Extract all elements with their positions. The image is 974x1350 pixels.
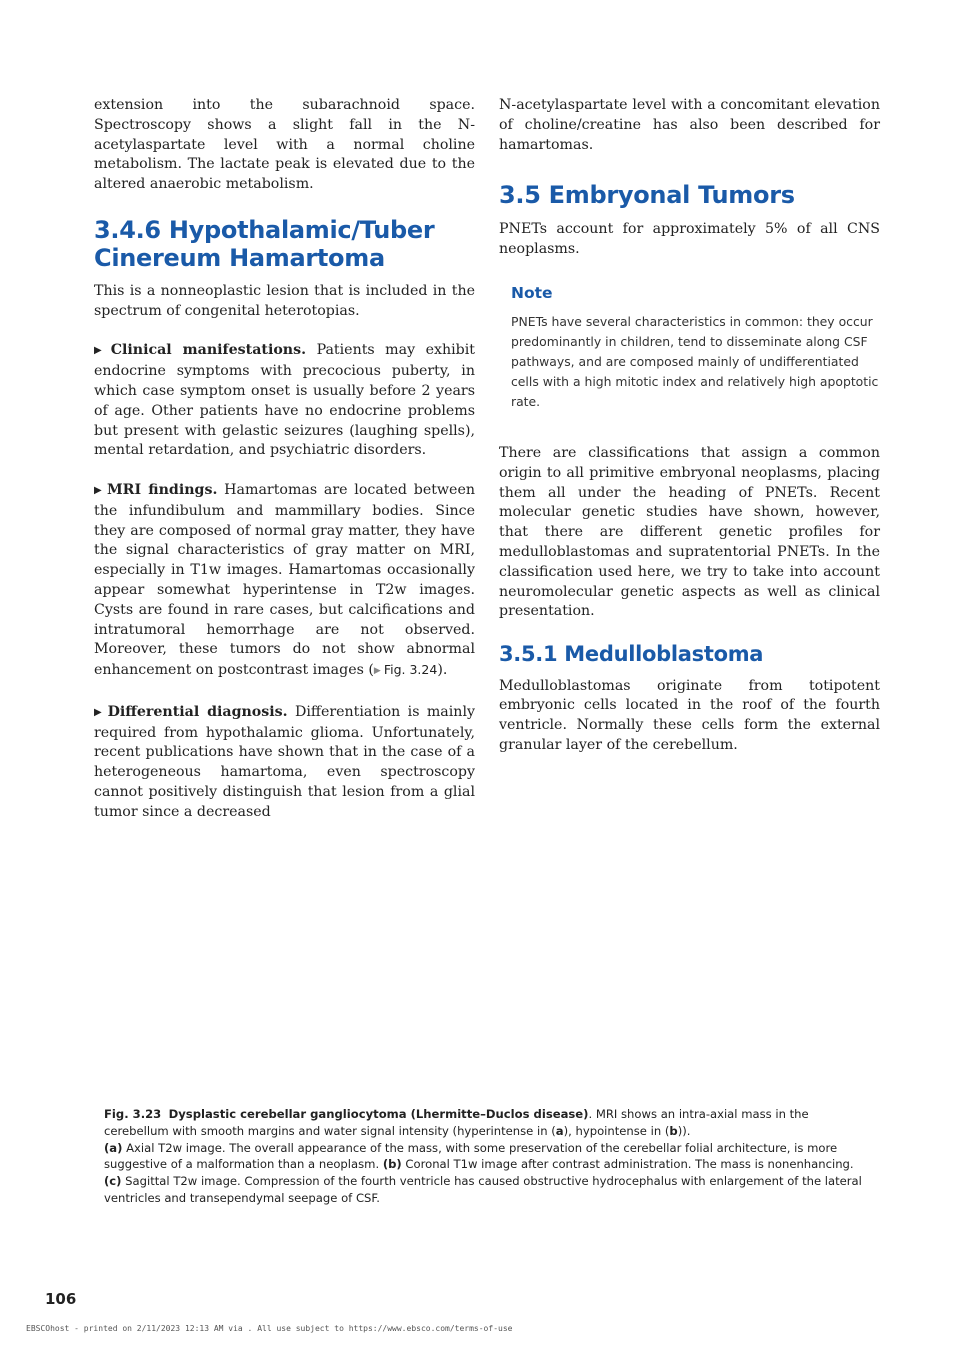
differential-text: Differentiation is mainly required from hypothalamic glioma. Unfortunately, recent publications have shown that in the case of a heterogeneous hamartoma, even spectroscopy cannot positively distinguish that lesion from a glial tumor since a decreased xyxy=(94,703,475,820)
note-title: Note xyxy=(511,283,553,302)
caption-panels: (a) Axial T2w image. The overall appearance of the mass, with some preservation of the cerebellar folial architecture, is more suggestive of a malformation than a neoplasm. (b) Coronal T1w image after contrast administration. The mass is nonenhancing. (c) Sagittal T2w image. Compression of the fourth ventricle has caused obstructive hydrocephalus with enlargement of the lateral ventricles and transependymal seepage of CSF. xyxy=(104,1140,862,1205)
caption-label-a: (a) xyxy=(104,1140,123,1155)
clinical-text: Patients may exhibit endocrine symptoms with precocious puberty, in which case symptom onset is usually before 2 years of age. Other patients have no endocrine problems but present with gelastic seizures (laughing spells), mental retardation, and psychiatric disorders. xyxy=(94,342,476,459)
clinical-paragraph xyxy=(94,341,475,461)
footer-text: EBSCOhost - printed on 2/11/2023 12:13 AM via . All use subject to https://www.ebsco.com/terms-of-use xyxy=(26,1324,513,1333)
medulloblastoma-paragraph: Medulloblastomas originate from totipotent embryonic cells located in the roof of the fourth ventricle. Normally these cells form the external granular layer of the cerebellum. xyxy=(499,677,880,754)
note-text: PNETs have several characteristics in common: they occur predominantly in children, tend to disseminate along CSF pathways, and are composed mainly of undifferentiated cells with a high mitotic index and relatively high apoptotic rate. xyxy=(511,313,879,409)
caption-intro: Fig. 3.23 Dysplastic cerebellar gangliocytoma (Lhermitte–Duclos disease). MRI shows an intra-axial mass in the cerebellum with smooth margins and water signal intensity (hyperintense in (a), hypointense in (b)). xyxy=(104,1107,809,1138)
page-number: 106 xyxy=(45,1290,77,1308)
caption-label-c: (c) xyxy=(104,1174,122,1189)
section-heading-hamartoma: 3.4.6 Hypothalamic/Tuber Cinereum Hamartoma xyxy=(94,215,435,272)
bullet-triangle-icon: ▶ xyxy=(94,706,105,718)
mri-runin-label: MRI findings. xyxy=(106,481,218,498)
mri-text: Hamartomas are located between the infundibulum and mammillary bodies. Since they are composed of normal gray matter, they have the signal characteristics of gray matter on MRI, especially in T1w images. Hamartomas occasionally appear somewhat hyperintense in T2w images. Cysts are found in rare cases, but calcifications and intratumoral hemorrhage are not observed. Moreover, these tumors do not show abnormal enhancement on postcontrast images ( xyxy=(94,481,475,679)
figure-reference-link[interactable] xyxy=(374,662,437,677)
section-heading-embryonal: 3.5 Embryonal Tumors xyxy=(499,181,795,210)
figure-reference-text: Fig. 3.24 xyxy=(383,662,438,678)
bullet-triangle-icon: ▶ xyxy=(94,345,108,357)
clinical-runin-label: Clinical manifestations. xyxy=(110,342,307,359)
differential-runin-label: Differential diagnosis. xyxy=(107,703,288,720)
differential-paragraph xyxy=(94,703,475,823)
caption-figure-label: Fig. 3.23 xyxy=(104,1107,162,1121)
caption-label-b: (b) xyxy=(382,1157,402,1172)
subsection-heading-medulloblastoma: 3.5.1 Medulloblastoma xyxy=(499,642,764,667)
definition-paragraph: This is a nonneoplastic lesion that is included in the spectrum of congenital heterotopias. xyxy=(94,282,475,319)
right-column xyxy=(499,96,880,756)
caption-figure-title: Dysplastic cerebellar gangliocytoma (Lhermitte–Duclos disease) xyxy=(168,1107,589,1121)
intro-paragraph: extension into the subarachnoid space. Spectroscopy shows a slight fall in the N-acetylaspartate level with a normal choline metabolism. The lactate peak is elevated due to the altered anaerobic metabolism. xyxy=(94,97,475,193)
continuation-paragraph: N-acetylaspartate level with a concomitant elevation of choline/creatine has also been described for hamartomas. xyxy=(499,97,880,153)
arrow-icon: ▶ xyxy=(373,666,381,677)
mri-paragraph xyxy=(94,481,475,683)
bullet-triangle-icon: ▶ xyxy=(94,484,104,496)
pnet-paragraph: PNETs account for approximately 5% of all CNS neoplasms. xyxy=(499,221,880,258)
note-box xyxy=(499,283,880,412)
figure-caption xyxy=(104,1106,872,1207)
left-column xyxy=(94,96,475,823)
classification-paragraph: There are classifications that assign a common origin to all primitive embryonal neoplasms, placing them all under the heading of PNETs. Recent molecular genetic studies have shown, however, that there are different genetic profiles for medulloblastomas and supratentorial PNETs. In the classification used here, we try to take into account neuromolecular genetic aspects as well as clinical presentation. xyxy=(499,444,880,620)
mri-text-end: ). xyxy=(437,662,448,679)
